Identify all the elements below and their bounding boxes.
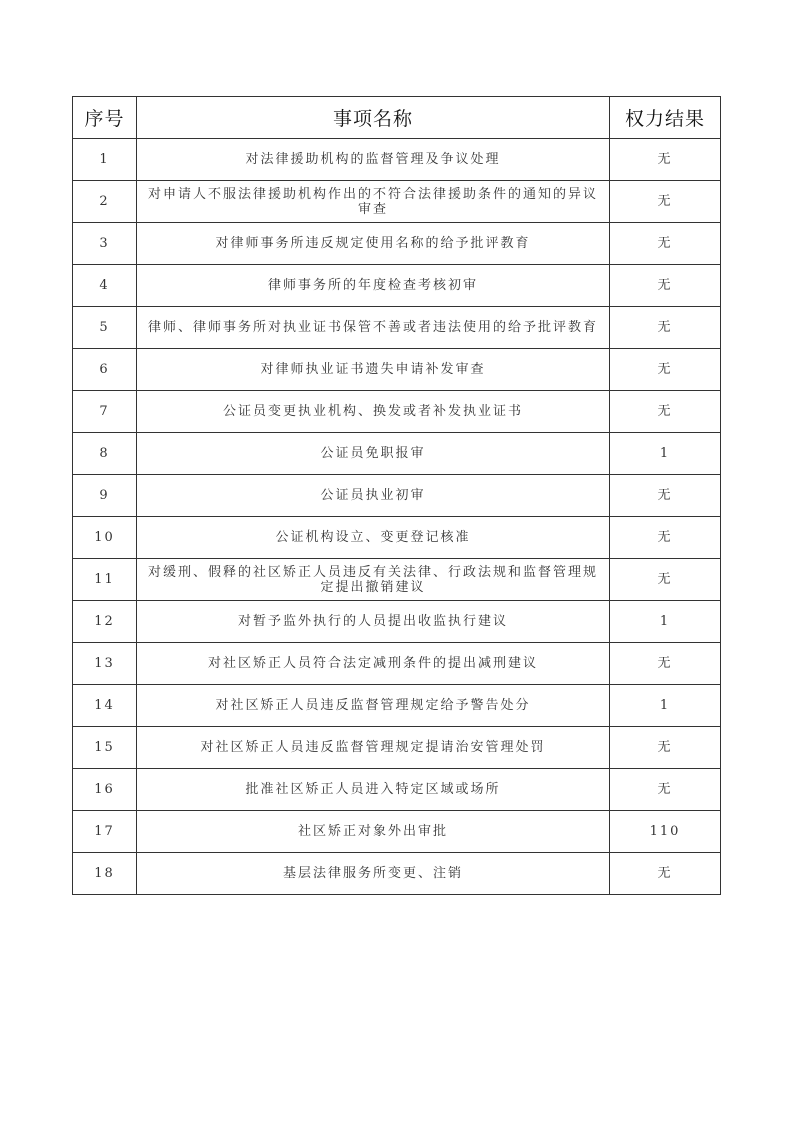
- power-result: 无: [610, 181, 721, 223]
- row-number: 11: [73, 559, 137, 601]
- power-result: 无: [610, 643, 721, 685]
- power-result: 无: [610, 769, 721, 811]
- item-name: 对社区矫正人员违反监督管理规定给予警告处分: [137, 685, 610, 727]
- table-row: [73, 223, 721, 265]
- header-row: [73, 97, 721, 139]
- table-row: [73, 685, 721, 727]
- power-result: 无: [610, 475, 721, 517]
- table-row: [73, 517, 721, 559]
- table-row: [73, 727, 721, 769]
- item-name: 公证机构设立、变更登记核准: [137, 517, 610, 559]
- item-name: 公证员免职报审: [137, 433, 610, 475]
- power-result: 无: [610, 391, 721, 433]
- header-name: 事项名称: [137, 97, 610, 139]
- table-row: [73, 265, 721, 307]
- item-name: 社区矫正对象外出审批: [137, 811, 610, 853]
- item-name: 批准社区矫正人员进入特定区域或场所: [137, 769, 610, 811]
- row-number: 18: [73, 853, 137, 895]
- row-number: 17: [73, 811, 137, 853]
- table-header: [73, 97, 721, 139]
- item-name: 对缓刑、假释的社区矫正人员违反有关法律、行政法规和监督管理规定提出撤销建议: [137, 559, 610, 601]
- table-row: [73, 601, 721, 643]
- power-result: 无: [610, 139, 721, 181]
- row-number: 14: [73, 685, 137, 727]
- power-result: 无: [610, 727, 721, 769]
- table-row: [73, 181, 721, 223]
- power-result: 110: [610, 811, 721, 853]
- item-name: 对律师事务所违反规定使用名称的给予批评教育: [137, 223, 610, 265]
- header-no: 序号: [73, 97, 137, 139]
- table-row: [73, 391, 721, 433]
- row-number: 13: [73, 643, 137, 685]
- power-result: 无: [610, 559, 721, 601]
- item-name: 律师事务所的年度检查考核初审: [137, 265, 610, 307]
- item-name: 对申请人不服法律援助机构作出的不符合法律援助条件的通知的异议审查: [137, 181, 610, 223]
- row-number: 6: [73, 349, 137, 391]
- item-name: 对律师执业证书遗失申请补发审查: [137, 349, 610, 391]
- row-number: 2: [73, 181, 137, 223]
- table-row: [73, 475, 721, 517]
- power-table: [72, 96, 721, 895]
- row-number: 5: [73, 307, 137, 349]
- item-name: 对暂予监外执行的人员提出收监执行建议: [137, 601, 610, 643]
- item-name: 律师、律师事务所对执业证书保管不善或者违法使用的给予批评教育: [137, 307, 610, 349]
- power-result: 无: [610, 265, 721, 307]
- table-row: [73, 349, 721, 391]
- power-result: 1: [610, 433, 721, 475]
- power-result: 无: [610, 307, 721, 349]
- item-name: 公证员执业初审: [137, 475, 610, 517]
- item-name: 对法律援助机构的监督管理及争议处理: [137, 139, 610, 181]
- row-number: 1: [73, 139, 137, 181]
- power-result: 无: [610, 349, 721, 391]
- table-row: [73, 643, 721, 685]
- power-result: 无: [610, 223, 721, 265]
- table-row: [73, 769, 721, 811]
- row-number: 7: [73, 391, 137, 433]
- row-number: 3: [73, 223, 137, 265]
- table-row: [73, 811, 721, 853]
- row-number: 16: [73, 769, 137, 811]
- table-row: [73, 559, 721, 601]
- header-result: 权力结果: [610, 97, 721, 139]
- table-row: [73, 853, 721, 895]
- row-number: 15: [73, 727, 137, 769]
- table-body: [73, 139, 721, 895]
- power-result: 1: [610, 601, 721, 643]
- item-name: 公证员变更执业机构、换发或者补发执业证书: [137, 391, 610, 433]
- power-result: 无: [610, 517, 721, 559]
- item-name: 对社区矫正人员符合法定减刑条件的提出减刑建议: [137, 643, 610, 685]
- table-row: [73, 307, 721, 349]
- row-number: 8: [73, 433, 137, 475]
- row-number: 12: [73, 601, 137, 643]
- item-name: 基层法律服务所变更、注销: [137, 853, 610, 895]
- row-number: 9: [73, 475, 137, 517]
- power-result: 无: [610, 853, 721, 895]
- item-name: 对社区矫正人员违反监督管理规定提请治安管理处罚: [137, 727, 610, 769]
- table-row: [73, 139, 721, 181]
- row-number: 4: [73, 265, 137, 307]
- table-row: [73, 433, 721, 475]
- power-result: 1: [610, 685, 721, 727]
- row-number: 10: [73, 517, 137, 559]
